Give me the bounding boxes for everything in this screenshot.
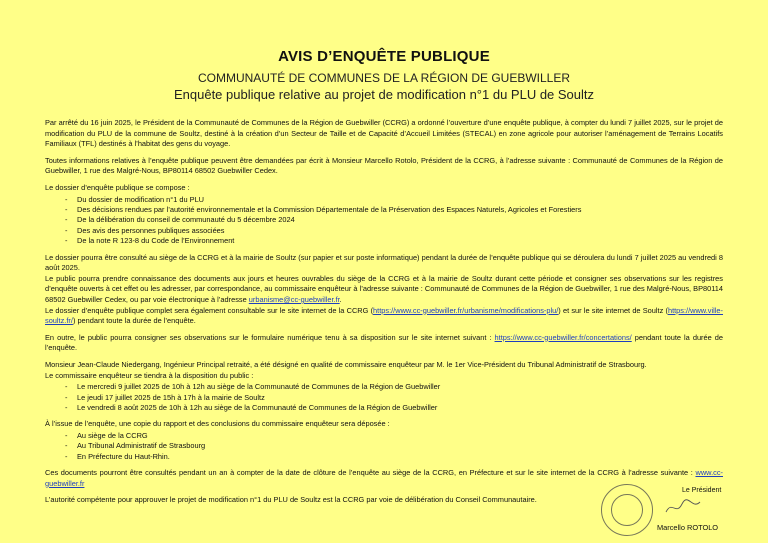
formulaire-text-1: En outre, le public pourra consigner ses observations sur le formulaire numérique tenu à sa disposition sur le site internet suivant : <box>45 332 495 342</box>
ccrg-plu-link[interactable]: https://www.cc-guebwiller.fr/urbanisme/modifications-plu/ <box>373 305 559 315</box>
notice-page <box>45 48 723 512</box>
dossier-intro: Le dossier d’enquête publique se compose : <box>45 182 190 192</box>
soultz-site-link[interactable]: https://www.ville-soultz.fr/ <box>45 305 723 326</box>
rapport-intro: À l’issue de l’enquête, une copie du rapport et des conclusions du commissaire enquêteur sera déposée : <box>45 419 390 429</box>
list-item: - Le jeudi 17 juillet 2025 de 15h à 17h à la mairie de Soultz <box>65 393 723 403</box>
notice-subject: Enquête publique relative au projet de modification n°1 du PLU de Soultz <box>173 87 595 102</box>
dossier-list <box>45 195 723 247</box>
formulaire-text-2: pendant toute la durée de l’enquête. <box>45 332 724 353</box>
paragraph-formulaire <box>45 333 723 354</box>
sites-text-3: ) pendant toute la durée de l’enquête. <box>72 316 196 326</box>
paragraph-autorite: L’autorité compétente pour approuver le projet de modification n°1 du PLU de Soultz est la CCRG par voie de délibération du Conseil Communautaire. <box>45 495 537 505</box>
paragraph-commissaire: Monsieur Jean-Claude Niedergang, Ingénieur Principal retraité, a été désigné en qualité de commissaire enquêteur par M. le 1er Vice-Président du Tribunal Administratif de Strasbourg. <box>45 359 647 369</box>
official-stamp <box>601 484 653 536</box>
notice-subtitle: COMMUNAUTÉ DE COMMUNES DE LA RÉGION DE GUEBWILLER <box>197 71 571 85</box>
list-item: - Le vendredi 8 août 2025 de 10h à 12h au siège de la Communauté de Communes de la Région de Guebwiller <box>65 403 723 413</box>
notice-title: AVIS D’ENQUÊTE PUBLIQUE <box>278 48 490 65</box>
paragraph-informations: Toutes informations relatives à l’enquête publique peuvent être demandées par écrit à Monsieur Marcello Rotolo, Président de la CCRG, à l’adresse suivante : Communauté de Communes de la Région de Guebwiller, 1 rue des Malgré-Nous, BP80114 68502 Guebwiller Cedex. <box>45 155 723 176</box>
rapport-text: Ces documents pourront être consultés pendant un an à compter de la date de clôture de l’enquête au siège de la CCRG, en Préfecture et sur le site internet de la CCRG à l’adresse suivante : <box>45 468 696 478</box>
concertations-link[interactable]: https://www.cc-guebwiller.fr/concertations/ <box>494 332 632 342</box>
paragraph-consultation: Le dossier pourra être consulté au siège de la CCRG et à la mairie de Soultz (sur papier et sur poste informatique) pendant la durée de l’enquête publique qui se déroulera du lundi 7 juillet 2025 au vendredi 8 août 2025. <box>45 252 723 273</box>
sites-text-2: ) et sur le site internet de Soultz ( <box>558 305 668 315</box>
list-item: - Au siège de la CCRG <box>65 431 723 441</box>
list-item: - En Préfecture du Haut-Rhin. <box>65 452 723 462</box>
list-item: - Des avis des personnes publiques associées <box>65 226 723 236</box>
ccrg-site-link[interactable]: www.cc-guebwiller.fr <box>45 468 723 488</box>
permanences-list <box>45 382 723 413</box>
list-item: - Du dossier de modification n°1 du PLU <box>65 195 723 205</box>
sites-text-1: Le dossier d’enquête publique complet sera également consultable sur le site internet de la CCRG ( <box>45 305 374 315</box>
permanences-intro: Le commissaire enquêteur se tiendra à la disposition du public : <box>45 370 254 380</box>
signature-scribble <box>664 496 704 518</box>
paragraph-observations <box>45 274 723 306</box>
signature-name: Marcello ROTOLO <box>657 523 719 532</box>
paragraph-sites <box>45 306 723 327</box>
rapport-list <box>45 431 723 462</box>
list-item: - De la délibération du conseil de communauté du 5 décembre 2024 <box>65 215 723 225</box>
list-item: - Des décisions rendues par l’autorité environnementale et la Commission Départementale de la Préservation des Espaces Naturels, Agricoles et Forestiers <box>65 205 723 215</box>
email-link[interactable]: urbanisme@cc-guebwiller.fr <box>248 294 340 304</box>
observations-end: . <box>339 294 342 304</box>
list-item: - Au Tribunal Administratif de Strasbourg <box>65 441 723 451</box>
observations-text: Le public pourra prendre connaissance des documents aux jours et heures ouvrables du siège de la CCRG et à la mairie de Soultz durant cette période et consigner ses observations sur les registres d’enquête ouverts à cet effet ou les adresser, par correspondance, au commissaire enquêteur à l’adresse suivante : Communauté de Communes de la Région de Guebwiller, 1 rue des Malgré-Nous, BP80114 68502 Guebwiller Cedex, ou par voie électronique à l’adresse <box>45 273 723 304</box>
list-item: - De la note R 123-8 du Code de l’Environnement <box>65 236 723 246</box>
signature-title: Le Président <box>682 487 722 494</box>
paragraph-arrete: Par arrêté du 16 juin 2025, le Président de la Communauté de Communes de la Région de Guebwiller (CCRG) a ordonné l’ouverture d’une enquête publique, à compter du lundi 7 juillet 2025, sur le projet de modification du PLU de la commune de Soultz, destiné à la création d’un Secteur de Taille et de Capacité d’Accueil Limitées (STECAL) en zone agricole pour autoriser l’aménagement de Terrains Locatifs Familiaux (TFL) destinés à l’habitat des gens du voyage. <box>45 118 723 149</box>
list-item: - Le mercredi 9 juillet 2025 de 10h à 12h au siège de la Communauté de Communes de la Région de Guebwiller <box>65 382 723 392</box>
